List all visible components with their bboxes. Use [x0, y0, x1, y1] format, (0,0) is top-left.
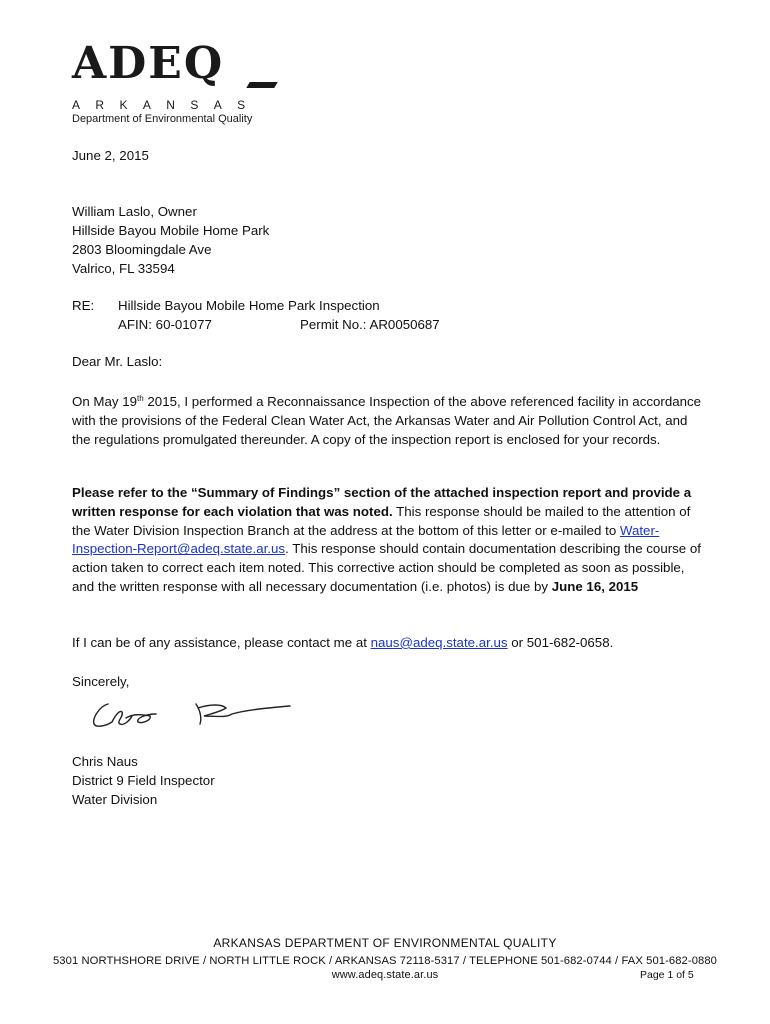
salutation: Dear Mr. Laslo: [72, 354, 163, 369]
recipient-city: Valrico, FL 33594 [72, 261, 175, 276]
recipient-street: 2803 Bloomingdale Ave [72, 242, 212, 257]
page-number: Page 1 of 5 [640, 969, 694, 981]
footer-address: 5301 NORTHSHORE DRIVE / NORTH LITTLE ROCK / ARKANSAS 72118-5317 / TELEPHONE 501-682-0744 / FAX 501-682-0880 [52, 955, 717, 967]
due-date: June 16, 2015 [551, 578, 639, 594]
recipient-org: Hillside Bayou Mobile Home Park [72, 223, 270, 238]
re-afin: AFIN: 60-01077 [118, 317, 212, 332]
logo-q-tail [246, 82, 277, 88]
signer-name: Chris Naus [72, 754, 138, 769]
signature-image [86, 692, 306, 736]
logo-state: ARKANSAS [72, 98, 261, 112]
paragraph-2: Please refer to the “Summary of Findings” section of the attached inspection report and provide a written response for each violation that was noted. This response should be mailed to the attention of the Water Division Inspection Branch at the address at the bottom of this letter or e-mailed to Water-Inspection-Report@adeq.state.ar.us. This response should contain documentation describing the course of action taken to correct each item noted. This corrective action should be completed as soon as possible, and the written response with all necessary documentation (i.e. photos) is due by June 16, 2015 [72, 485, 701, 594]
paragraph-1: On May 19th 2015, I performed a Reconnaissance Inspection of the above referenced facility in accordance with the provisions of the Federal Clean Water Act, the Arkansas Water and Air Pollution Control Act, and the regulations promulgated thereunder. A copy of the inspection report is enclosed for your records. [72, 394, 702, 447]
closing: Sincerely, [72, 674, 130, 689]
footer-agency-title: ARKANSAS DEPARTMENT OF ENVIRONMENTAL QUALITY [213, 936, 557, 950]
re-label: RE: [72, 298, 95, 313]
recipient-name: William Laslo, Owner [72, 204, 197, 219]
inspector-email-link[interactable]: naus@adeq.state.ar.us [370, 635, 508, 650]
logo-department: Department of Environmental Quality [72, 113, 253, 125]
report-email-link[interactable]: Water-Inspection-Report@adeq.state.ar.us [72, 522, 660, 557]
letter-date: June 2, 2015 [72, 148, 149, 163]
re-permit: Permit No.: AR0050687 [300, 317, 440, 332]
instruction-bold: Please refer to the “Summary of Findings” section of the attached inspection report and provide a written response for each violation that was noted. [72, 485, 692, 519]
signer-title: District 9 Field Inspector [72, 773, 215, 788]
agency-logo-text: ADEQ [72, 38, 225, 89]
paragraph-3: If I can be of any assistance, please contact me at naus@adeq.state.ar.us or 501-682-0658. [72, 635, 614, 650]
signer-division: Water Division [72, 792, 158, 807]
re-subject: Hillside Bayou Mobile Home Park Inspection [118, 298, 380, 313]
footer-website: www.adeq.state.ar.us [331, 969, 439, 981]
